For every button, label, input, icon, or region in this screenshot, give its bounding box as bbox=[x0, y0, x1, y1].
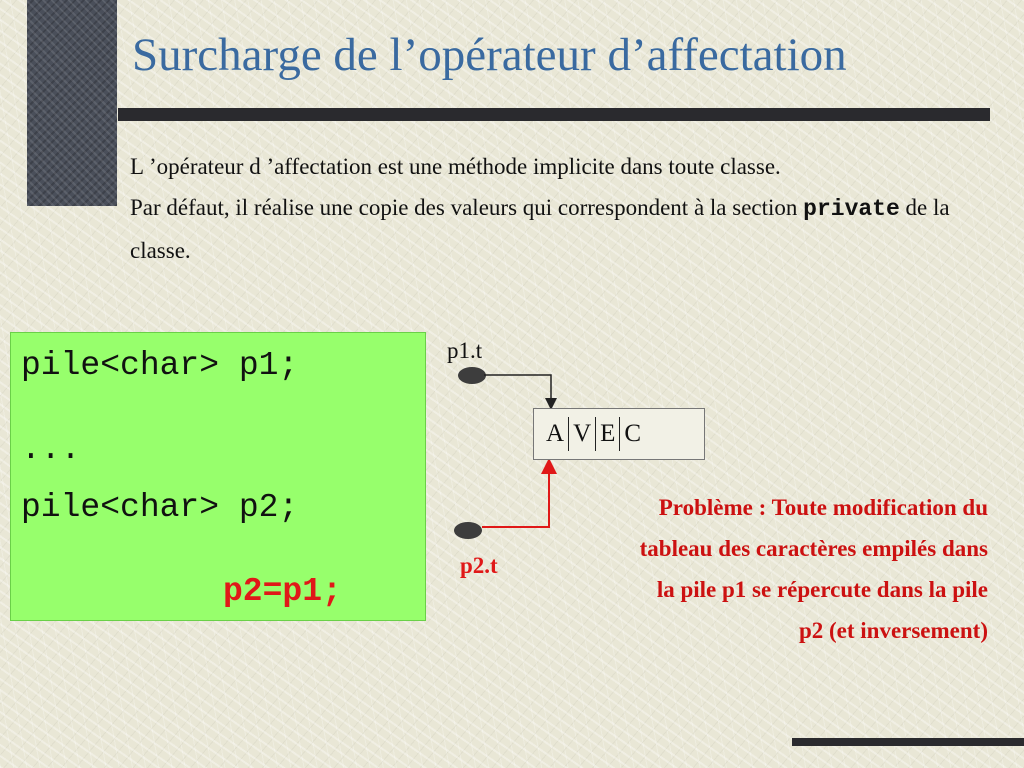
paragraph-text-end: de la classe. bbox=[130, 195, 950, 263]
array-cell: C bbox=[619, 417, 645, 451]
slide-body bbox=[130, 146, 990, 271]
paragraph-text-start: Par défaut, il réalise une copie des valeurs qui correspondent à la section bbox=[130, 195, 804, 220]
problem-note: Problème : Toute modification du tableau des caractères empilés dans la pile p1 se répercute dans la pile p2 (et inversement) bbox=[639, 495, 988, 643]
p2-arrow bbox=[482, 466, 549, 527]
private-keyword: private bbox=[803, 196, 900, 222]
decorative-square bbox=[27, 0, 117, 206]
array-cell: A bbox=[546, 420, 565, 447]
code-line-ellipsis: ... bbox=[21, 431, 81, 468]
p2-pointer-label: p2.t bbox=[460, 553, 498, 578]
array-cell: E bbox=[595, 417, 619, 451]
p1-pointer-label: p1.t bbox=[447, 338, 483, 363]
p2-pointer-dot bbox=[454, 522, 482, 539]
p1-pointer-dot bbox=[458, 367, 486, 384]
char-array bbox=[533, 408, 705, 460]
bottom-bar bbox=[792, 738, 1024, 746]
title-underline-bar bbox=[118, 108, 990, 121]
code-block bbox=[10, 332, 426, 621]
code-line-declare-p2: pile<char> p2; bbox=[21, 489, 299, 526]
paragraph-default-copy bbox=[130, 187, 990, 271]
paragraph-implicit-method: L ’opérateur d ’affectation est une méthode implicite dans toute classe. bbox=[130, 154, 781, 179]
slide-title: Surcharge de l’opérateur d’affectation bbox=[132, 29, 847, 81]
code-line-assignment: p2=p1; bbox=[223, 573, 342, 610]
p1-arrow bbox=[484, 375, 551, 404]
code-line-declare-p1: pile<char> p1; bbox=[21, 347, 299, 384]
array-cell: V bbox=[568, 417, 595, 451]
